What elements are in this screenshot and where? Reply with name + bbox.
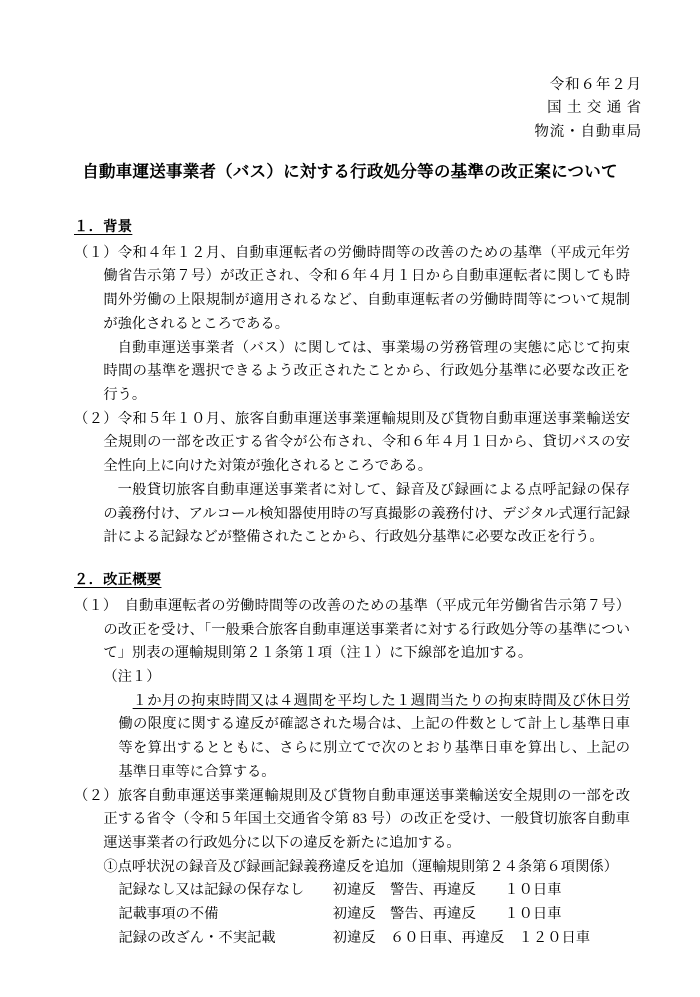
section-2-note-body	[74, 690, 630, 785]
header-line-ministry: 国 土 交 通 省	[547, 100, 642, 117]
document-body	[74, 216, 630, 951]
note-underlined-text: １か月の拘束時間又は４週間を平均した１週間当たりの拘束時間及び休日労	[132, 692, 630, 709]
section-2-heading-wrap	[74, 569, 630, 595]
header-line-bureau: 物流・自動車局	[534, 123, 642, 140]
section-1-paragraph-3: （２）令和５年１０月、旅客自動車運送事業運輸規則及び貨物自動車運送事業輸送安全規則の一部を改正する省令が公布され、令和６年４月１日から、貸切バスの安全性向上に向けた対策が強化されるところである。	[74, 410, 630, 475]
document-header	[534, 74, 642, 144]
section-1-heading: １．背景	[74, 219, 133, 235]
section-1-paragraph-2: 自動車運送事業者（バス）に関しては、事業場の労務管理の実態に応じて拘束時間の基準を選択できるよう改正されたことから、行政処分基準に必要な改正を行う。	[103, 339, 630, 404]
section-1-paragraph-1: （１）令和４年１２月、自動車運転者の労働時間等の改善のための基準（平成元年労働省告示第７号）が改正され、令和６年４月１日から自動車運転者に関しても時間外労働の上限規制が適用されるなど、自動車運転者の労働時間等について規制が強化されるところである。	[74, 244, 630, 332]
section-2-item-1-row-3: 記録の改ざん・不実記載 初違反 ６０日車、再違反 １２０日車	[118, 929, 591, 946]
section-1-heading-wrap	[74, 216, 630, 242]
section-2-paragraph-2: （２）旅客自動車運送事業運輸規則及び貨物自動車運送事業輸送安全規則の一部を改正する省令（令和５年国土交通省令第 83 号）の改正を受け、一般貸切旅客自動車運送事業者の行政処分に以下の違反を新たに追加する。	[74, 787, 630, 851]
section-2-item-1-row-2: 記載事項の不備 初違反 警告、再違反 １０日車	[118, 906, 562, 923]
note-rest-text: 働の限度に関する違反が確認された場合は、上記の件数として計上し基準日車等を算出するとともに、さらに別立てで次のとおり基準日車を算出し、上記の基準日車等に合算する。	[118, 716, 630, 780]
section-2-item-1: ①点呼状況の録音及び録画記録義務違反を追加（運輸規則第２４条第６項関係）	[103, 858, 618, 875]
section-2-paragraph-1: （１） 自動車運転者の労働時間等の改善のための基準（平成元年労働省告示第７号）の改正を受け、「一般乗合旅客自動車運送事業者に対する行政処分等の基準について」別表の運輸規則第２１条第１項（注１）に下線部を追加する。	[74, 597, 630, 662]
section-2-note-marker: （注１）	[103, 668, 161, 685]
header-line-date: 令和６年２月	[549, 77, 642, 93]
section-2-item-1-row-1: 記録なし又は記録の保存なし 初違反 警告、再違反 １０日車	[118, 882, 562, 899]
section-1-paragraph-4: 一般貸切旅客自動車運送事業者に対して、録音及び録画による点呼記録の保存の義務付け、アルコール検知器使用時の写真撮影の義務付け、デジタル式運行記録計による記録などが整備されたことから、行政処分基準に必要な改正を行う。	[103, 481, 630, 546]
section-2-heading: ２．改正概要	[74, 572, 162, 589]
page-title: 自動車運送事業者（バス）に対する行政処分等の基準の改正案について	[82, 162, 618, 181]
